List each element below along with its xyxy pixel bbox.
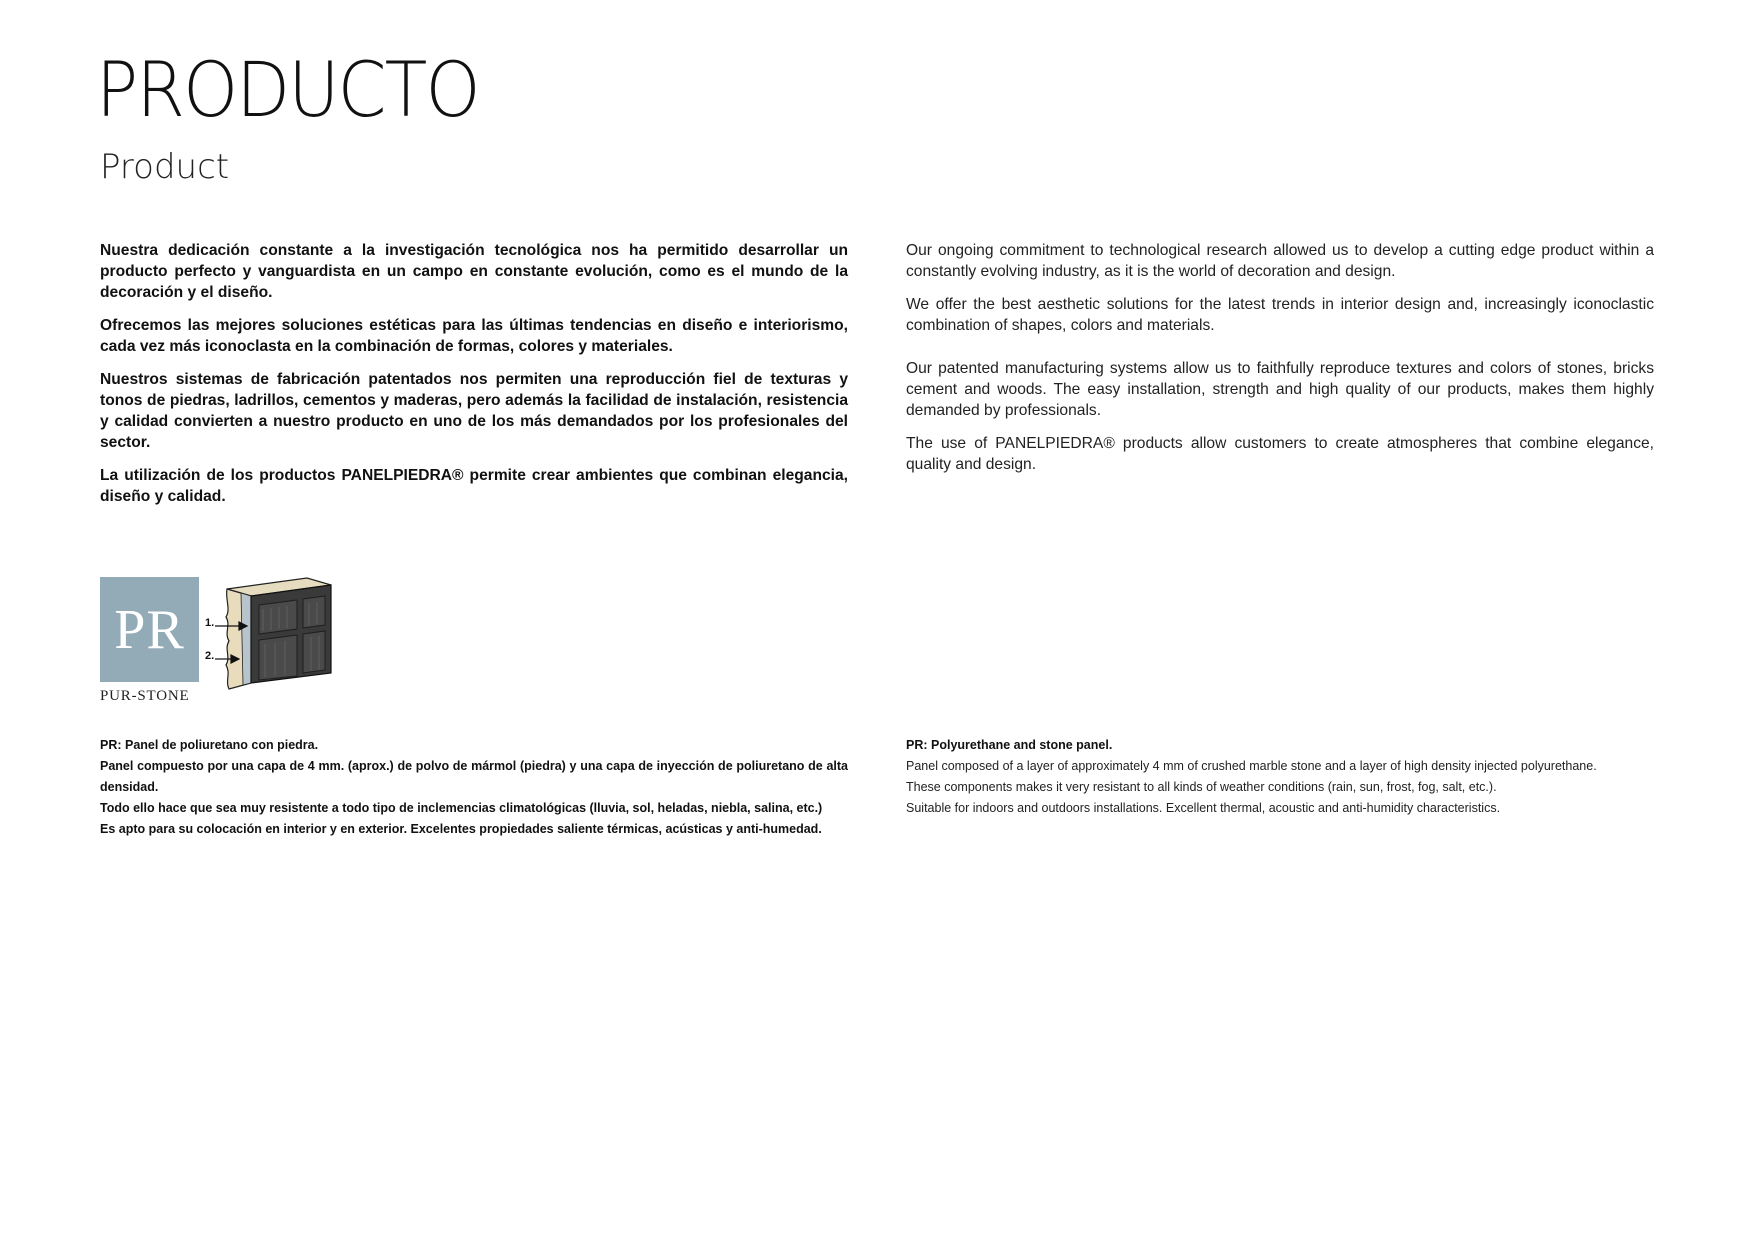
intro-es-paragraph-3: Nuestros sistemas de fabricación patentados nos permiten una reproducción fiel de texturas y tonos de piedras, ladrillos, cementos y maderas, pero además la facilidad de instalación, resistencia y calidad convierten a nuestro producto en uno de los más demandados por los profesionales del sector. [100,371,848,451]
intro-es-paragraph-4: La utilización de los productos PANELPIEDRA® permite crear ambientes que combinan elegancia, diseño y calidad. [100,467,848,505]
pr-logo-badge: PR [100,577,199,682]
spec-en-line-2: These components makes it very resistant to all kinds of weather conditions (rain, sun, frost, fog, salt, etc.). [906,780,1497,794]
spec-english [906,735,1654,819]
spec-en-line-3: Suitable for indoors and outdoors installations. Excellent thermal, acoustic and anti-humidity characteristics. [906,801,1501,815]
intro-en-paragraph-2: We offer the best aesthetic solutions for the latest trends in interior design and, increasingly iconoclastic combination of shapes, colors and materials. [906,296,1654,334]
panel-layers-diagram [205,577,337,695]
spec-en-title: PR: Polyurethane and stone panel. [906,738,1113,752]
pur-stone-logo-block [100,577,340,707]
intro-es-paragraph-2: Ofrecemos las mejores soluciones estéticas para las últimas tendencias en diseño e interiorismo, cada vez más iconoclasta en la combinación de formas, colores y materiales. [100,317,848,355]
layer-label-1: 1. [205,617,215,629]
layer-label-2: 2. [205,650,215,662]
intro-spanish [100,240,848,519]
intro-en-paragraph-1: Our ongoing commitment to technological research allowed us to develop a cutting edge product within a constantly evolving industry, as it is the world of decoration and design. [906,242,1654,280]
page-subtitle: Product [100,147,230,187]
spec-es-title: PR: Panel de poliuretano con piedra. [100,738,319,752]
spec-es-line-1: Panel compuesto por una capa de 4 mm. (aprox.) de polvo de mármol (piedra) y una capa de inyección de poliuretano de alta densidad. [100,759,848,794]
intro-en-paragraph-3: Our patented manufacturing systems allow us to faithfully reproduce textures and colors of stones, bricks cement and woods. The easy installation, strength and high quality of our products, makes them highly demanded by professionals. [906,360,1654,419]
spec-en-line-1: Panel composed of a layer of approximately 4 mm of crushed marble stone and a layer of high density injected polyurethane. [906,759,1597,773]
spec-es-line-2: Todo ello hace que sea muy resistente a todo tipo de inclemencias climatológicas (lluvia, sol, heladas, niebla, salina, etc.) [100,801,823,815]
page-title: PRODUCTO [96,45,479,134]
intro-en-paragraph-4: The use of PANELPIEDRA® products allow customers to create atmospheres that combine elegance, quality and design. [906,435,1654,473]
pr-logo-caption: PUR-STONE [100,688,190,704]
intro-es-paragraph-1: Nuestra dedicación constante a la investigación tecnológica nos ha permitido desarrollar un producto perfecto y vanguardista en un campo en constante evolución, como es el mundo de la decoración y el diseño. [100,242,848,301]
spec-es-line-3: Es apto para su colocación en interior y en exterior. Excelentes propiedades saliente térmicas, acústicas y anti-humedad. [100,822,822,836]
spec-spanish [100,735,848,840]
intro-english [906,240,1654,487]
